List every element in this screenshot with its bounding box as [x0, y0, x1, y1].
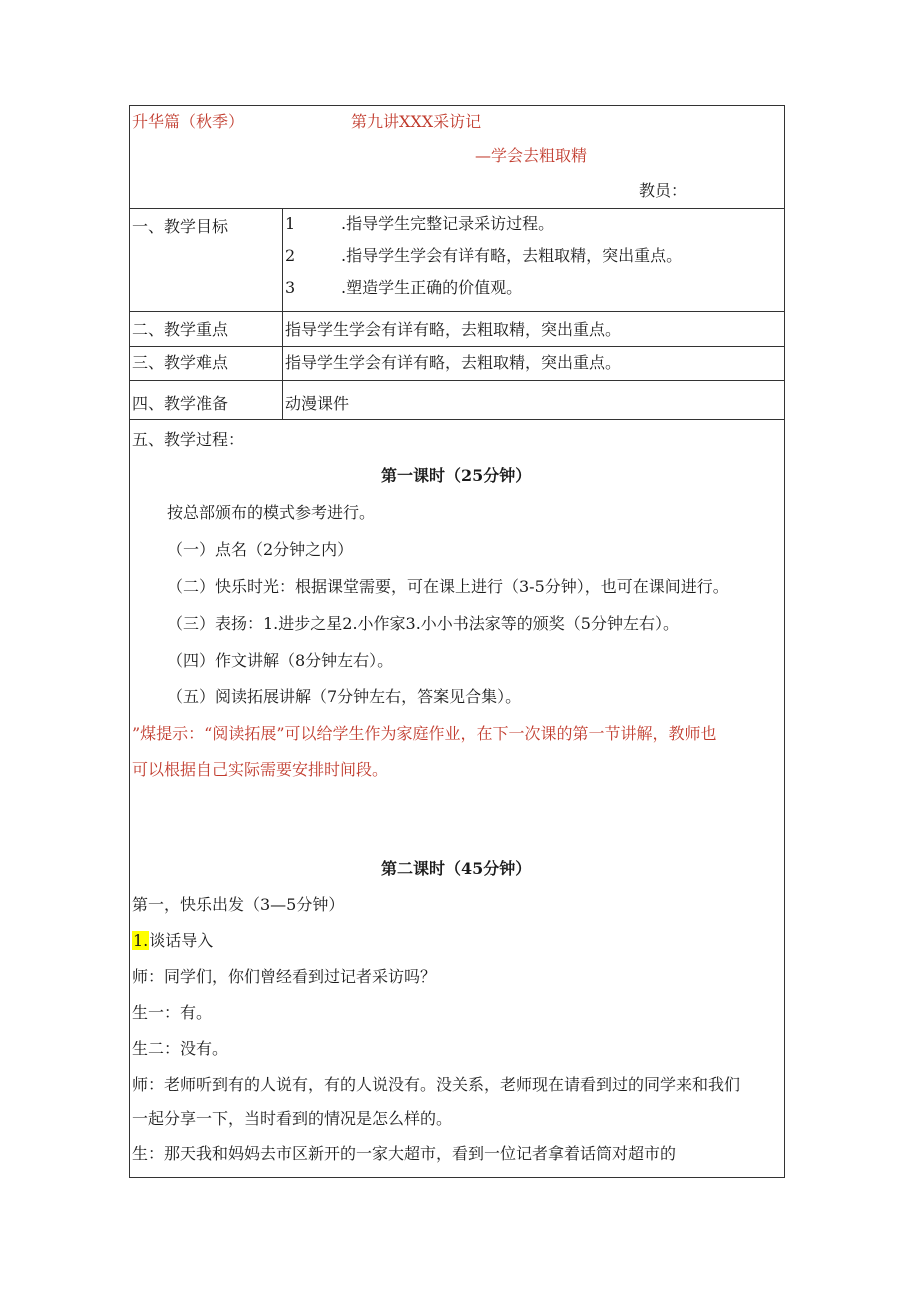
objective-text: .指导学生学会有详有略，去粗取精，突出重点。 [341, 246, 683, 265]
subsection-text: 谈话导入 [149, 931, 214, 950]
teacher-tip: ”煤提示：“阅读拓展”可以给学生作为家庭作业，在下一次课的第一节讲解，教师也 [132, 724, 717, 743]
lesson1-step: （一）点名（2分钟之内） [167, 540, 354, 559]
difficulties-value: 指导学生学会有详有略，去粗取精，突出重点。 [285, 353, 622, 372]
table-divider [130, 380, 784, 381]
lesson1-title: 第一课时（25分钟） [381, 466, 532, 485]
objective-num: 2 [285, 246, 296, 265]
key-points-label: 二、教学重点 [132, 320, 229, 339]
lesson-subtitle: —学会去粗取精 [475, 146, 588, 165]
dialogue-line: 生：那天我和妈妈去市区新开的一家大超市，看到一位记者拿着话筒对超市的 [132, 1144, 677, 1163]
objective-text: .塑造学生正确的价值观。 [341, 278, 523, 297]
table-column-divider [282, 208, 283, 419]
table-divider [130, 311, 784, 312]
process-heading: 五、教学过程： [132, 430, 245, 449]
dialogue-line: 生二：没有。 [132, 1039, 229, 1058]
teacher-label: 教员： [639, 181, 688, 200]
objective-num: 3 [285, 278, 296, 297]
preparation-value: 动漫课件 [285, 394, 350, 413]
lesson1-step: （三）表扬：1.进步之星2.小作家3.小小书法家等的颁奖（5分钟左右）。 [167, 614, 679, 633]
lesson2-subsection [132, 933, 213, 949]
dialogue-line: 一起分享一下，当时看到的情况是怎么样的。 [132, 1109, 453, 1128]
objective-num: 1 [285, 214, 296, 233]
lesson-plan-document [129, 105, 785, 1178]
lesson1-intro: 按总部颁布的模式参考进行。 [167, 503, 376, 522]
dialogue-line: 师：老师听到有的人说有，有的人说没有。没关系，老师现在请看到过的同学来和我们 [132, 1075, 741, 1094]
lesson1-step: （五）阅读拓展讲解（7分钟左右，答案见合集）。 [167, 687, 522, 706]
objective-text: .指导学生完整记录采访过程。 [341, 214, 555, 233]
table-divider [130, 419, 784, 420]
objectives-label: 一、教学目标 [132, 217, 229, 236]
lesson1-step: （四）作文讲解（8分钟左右）。 [167, 651, 394, 670]
table-divider [130, 346, 784, 347]
series-label: 升华篇（秋季） [132, 112, 245, 131]
preparation-label: 四、教学准备 [132, 394, 229, 413]
highlighted-number: 1. [133, 931, 149, 950]
dialogue-line: 生一：有。 [132, 1003, 213, 1022]
key-points-value: 指导学生学会有详有略，去粗取精，突出重点。 [285, 320, 622, 339]
teacher-tip-cont: 可以根据自己实际需要安排时间段。 [132, 760, 389, 779]
difficulties-label: 三、教学难点 [132, 353, 229, 372]
table-divider [130, 208, 784, 209]
lesson2-title: 第二课时（45分钟） [381, 859, 532, 878]
lesson1-step: （二）快乐时光：根据课堂需要，可在课上进行（3-5分钟），也可在课间进行。 [167, 577, 729, 596]
lesson2-section: 第一，快乐出发（3—5分钟） [132, 895, 345, 914]
dialogue-line: 师：同学们，你们曾经看到过记者采访吗？ [132, 967, 437, 986]
lesson-title: 第九讲XXX采访记 [351, 112, 482, 131]
